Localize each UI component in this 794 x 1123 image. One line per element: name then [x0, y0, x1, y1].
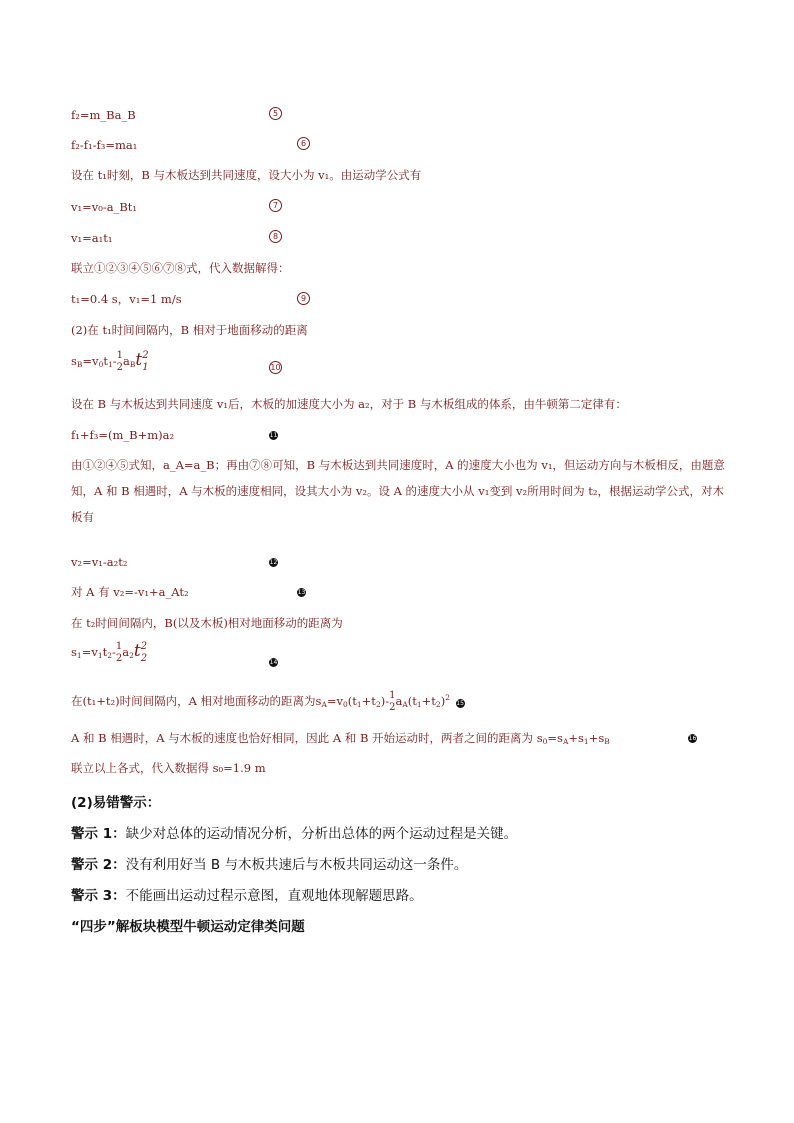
equation-line: v₁=a₁t₁	[71, 231, 113, 245]
section-heading: (2)易错警示：	[71, 795, 161, 811]
warning-3: 警示 3：不能画出运动过程示意图，直观地体现解题思路。	[71, 888, 423, 904]
equation-line: t₁=0.4 s，v₁=1 m/s	[71, 292, 182, 306]
equation-marker: 10	[270, 363, 281, 372]
warning-1: 警示 1：缺少对总体的运动情况分析，分析出总体的两个运动过程是关键。	[71, 826, 518, 842]
text-line: 在 t₂时间间隔内，B(以及木板)相对地面移动的距离为	[71, 616, 343, 630]
equation-sa: 在(t₁+t₂)时间间隔内，A 相对地面移动的距离为$s_A=v_0(t_1+t_2)-$ 1 2 $a_A(t_1+t_2)^2$ 15	[71, 690, 464, 713]
text-line: (2)在 t₁时间间隔内，B 相对于地面移动的距离	[71, 323, 308, 337]
equation-marker: 13	[297, 589, 306, 596]
equation-marker: 16	[688, 735, 697, 742]
equation-line: v₁=v₀-a_Bt₁	[71, 200, 138, 214]
equation-marker: 15	[456, 700, 464, 707]
equation-line: A 和 B 相遇时，A 与木板的速度也恰好相同，因此 A 和 B 开始运动时，两者之间的距离为 $s_0=s_A+s_1+s_B$	[71, 731, 610, 746]
equation-line: f₂=m_Ba_B	[71, 108, 136, 122]
equation-marker: 6	[297, 136, 310, 150]
warning-2: 警示 2：没有利用好当 B 与木板共速后与木板共同运动这一条件。	[71, 857, 468, 873]
equation-line: 对 A 有 v₂=-v₁+a_At₂	[71, 585, 189, 599]
equation-line: f₁+f₃=(m_B+m)a₂	[71, 428, 175, 442]
text-line: 设在 B 与木板达到共同速度 v₁后，木板的加速度大小为 a₂，对于 B 与木板组成的体系，由牛顿第二定律有：	[71, 397, 627, 411]
equation-marker: 12	[269, 559, 278, 566]
equation-marker: 5	[269, 106, 282, 120]
equation-line: v₂=v₁-a₂t₂	[71, 555, 128, 569]
text-line: 联立以上各式，代入数据得 s₀=1.9 m	[71, 761, 266, 775]
equation-marker: 9	[297, 291, 310, 305]
equation-line: f₂-f₁-f₃=ma₁	[71, 138, 138, 152]
text-line: 联立①②③④⑤⑥⑦⑧式，代入数据解得：	[71, 261, 290, 275]
text-paragraph: 由①②④⑤式知，a_A=a_B；再由⑦⑧可知，B 与木板达到共同速度时，A 的速度大小也为 v₁，但运动方向与木板相反，由题意知，A 和 B 相遇时，A 与木板的速度相同，设其大小为 v₂。设 A 的速度大小从 v₁变到 v₂所用时间为 t₂，根据运动学公式，对木板有	[71, 458, 725, 524]
equation-s1: $s_1=v_1t_2-$ 1 2 $a_2t$ 2 2	[71, 641, 148, 664]
equation-marker: 14	[269, 659, 278, 666]
footer-heading: “四步”解板块模型牛顿运动定律类问题	[71, 919, 305, 935]
equation-marker: 8	[269, 229, 282, 243]
equation-marker: 7	[269, 198, 282, 212]
equation-sb: $s_B=v_0t_1-$ 1 2 $a_Bt$ 2 1	[71, 350, 149, 373]
equation-marker: 11	[269, 432, 278, 439]
text-line: 设在 t₁时刻，B 与木板达到共同速度，设大小为 v₁。由运动学公式有	[71, 168, 422, 182]
